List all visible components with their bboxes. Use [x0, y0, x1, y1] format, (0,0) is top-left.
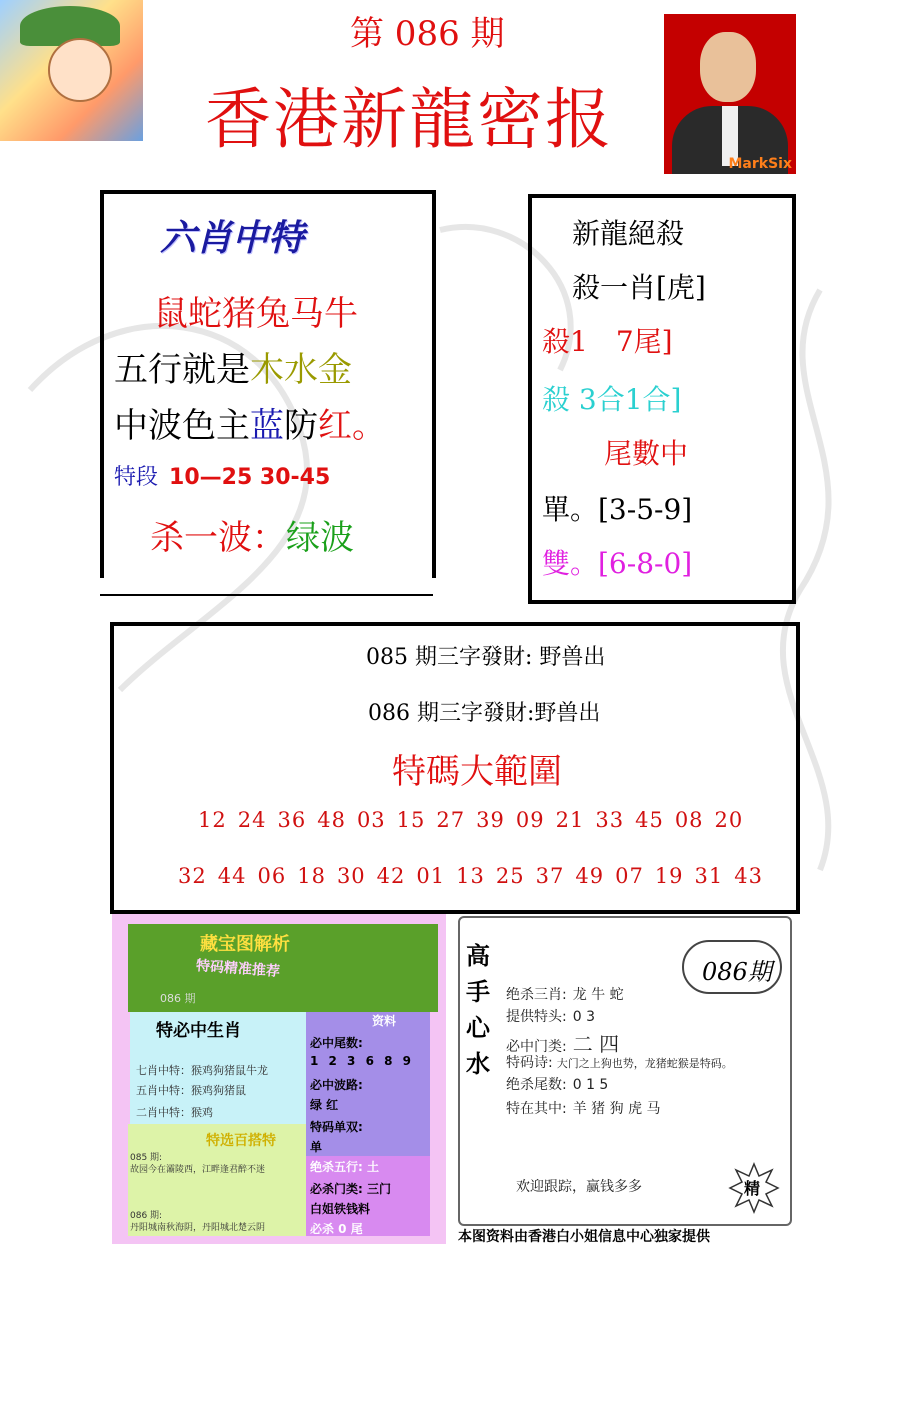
poem-085-label: 085 期:	[130, 1153, 163, 1163]
panel-banner-sub: 特码精准推荐	[195, 958, 281, 980]
r-title: 资料	[372, 1014, 397, 1028]
range-number: 27	[436, 808, 466, 832]
special-range-values: 10—25 30-45	[169, 465, 331, 490]
number-row-1	[198, 808, 754, 832]
wave-alt: 红	[318, 406, 352, 446]
kill-wave-value: 绿波	[286, 518, 354, 558]
special-range-line	[114, 460, 330, 491]
number-row-2	[178, 864, 774, 888]
five-elements-line	[114, 342, 352, 391]
range-number: 09	[515, 808, 545, 832]
two-zodiac: 二肖中特：猴鸡	[136, 1106, 213, 1119]
issue-085-line: 085 期三字發財: 野兽出	[366, 645, 606, 670]
kill-zodiac: 殺一肖[虎]	[572, 271, 706, 304]
panel-banner-title: 藏宝图解析	[200, 934, 290, 955]
wave-main: 蓝	[250, 406, 284, 446]
kill3-line	[506, 984, 624, 1004]
range-number: 15	[396, 808, 426, 832]
hot-title: 特选百搭特	[206, 1133, 276, 1149]
kill-tail-value: 0 1 5	[572, 1077, 609, 1093]
range-number: 24	[237, 808, 267, 832]
range-number: 32	[178, 864, 207, 888]
range-number: 13	[456, 864, 485, 888]
kill-tail-label: 绝杀尾数:	[506, 1077, 567, 1093]
wave-end: 。	[352, 406, 386, 446]
footer-credit: 本图资料由香港白小姐信息中心独家提供	[458, 1229, 710, 1245]
special-head-value: 0 3	[572, 1009, 595, 1025]
face-shape	[48, 38, 112, 102]
poem-line	[506, 1052, 733, 1072]
issue-086-line: 086 期三字發財:野兽出	[368, 701, 601, 726]
issue-number: 第 086 期	[350, 14, 505, 54]
r-kill-tail: 白姐铁钱料	[310, 1202, 371, 1216]
zodiac-title: 特必中生肖	[156, 1021, 241, 1041]
r-tail-values: 1 2 3 6 8 9	[310, 1054, 414, 1068]
range-number: 03	[356, 808, 386, 832]
expert-title-char: 心	[466, 1013, 490, 1042]
welcome-text: 欢迎跟踪，赢钱多多	[516, 1179, 642, 1195]
special-range-label: 特段	[114, 465, 159, 490]
star-label: 精	[744, 1179, 761, 1198]
special-head-line	[506, 1006, 595, 1026]
r-oe-value: 单	[310, 1140, 323, 1154]
dragon-kill-heading: 新龍絕殺	[572, 217, 685, 250]
range-number: 20	[714, 808, 744, 832]
range-number: 25	[495, 864, 525, 888]
cloud-issue: 086期	[702, 958, 772, 986]
expert-title-char: 手	[466, 977, 490, 1006]
wave-line	[114, 398, 386, 447]
range-number: 43	[734, 864, 764, 888]
expert-title-char: 水	[466, 1049, 490, 1078]
cartoon-image	[0, 0, 143, 141]
odd-tails: 單。[3-5-9]	[542, 493, 693, 526]
r-wave-label: 必中波路:	[310, 1078, 363, 1092]
kill-wave-line	[150, 510, 354, 559]
five-zodiac: 五肖中特：猴鸡狗猪鼠	[136, 1084, 246, 1097]
door-value: 二 四	[572, 1032, 620, 1056]
range-number: 06	[257, 864, 287, 888]
poem-086-text: 丹阳城南秋海阴，丹阳城北楚云阴	[130, 1223, 266, 1233]
portrait-brand: MarkSix	[728, 156, 792, 172]
r-tail-label: 必中尾数:	[310, 1036, 363, 1050]
seven-zodiac: 七肖中特：猴鸡狗猪鼠牛龙	[136, 1064, 268, 1077]
portrait-head	[700, 32, 756, 102]
poem-value: 大门之上狗也势，龙猪蛇猴是特码。	[556, 1057, 733, 1070]
range-number: 37	[535, 864, 565, 888]
range-number: 21	[555, 808, 585, 832]
range-number: 44	[217, 864, 247, 888]
in-value: 羊 猪 狗 虎 马	[572, 1101, 661, 1117]
range-number: 07	[615, 864, 644, 888]
r-last: 必杀 0 尾	[310, 1222, 363, 1236]
wave-mid: 防	[284, 406, 318, 446]
range-number: 08	[674, 808, 704, 832]
five-elements-values: 木水金	[250, 350, 352, 390]
range-number: 19	[654, 864, 684, 888]
range-title: 特碼大範圍	[392, 752, 562, 792]
r-kill-five: 绝杀五行: 土	[310, 1160, 379, 1174]
special-head-label: 提供特头:	[506, 1009, 567, 1025]
tail-number-heading: 尾數中	[604, 437, 689, 470]
poem-label: 特码诗:	[506, 1055, 553, 1071]
kill-tail: 殺1 7尾]	[542, 325, 673, 358]
poem-085-text: 故园今在灞陵西，江畔逢君醉不迷	[130, 1165, 266, 1175]
range-number: 36	[277, 808, 307, 832]
range-number: 30	[336, 864, 366, 888]
poem-086-label: 086 期:	[130, 1211, 163, 1221]
range-number: 39	[476, 808, 505, 832]
door-label: 必中门类:	[506, 1039, 567, 1055]
expert-vertical-title	[466, 938, 494, 1082]
kill-tail-line	[506, 1074, 608, 1094]
zodiac-list: 鼠蛇猪兔马牛	[154, 294, 358, 334]
r-kill-door: 必杀门类: 三门	[310, 1182, 391, 1196]
kill-combo: 殺 3合1合]	[542, 383, 682, 416]
six-zodiac-heading: 六肖中特	[160, 217, 305, 259]
range-number: 48	[317, 808, 346, 832]
range-number: 42	[376, 864, 406, 888]
r-oe-label: 特码单双:	[310, 1120, 363, 1134]
kill-wave-label: 杀一波：	[150, 518, 286, 558]
range-number: 45	[635, 808, 664, 832]
kill3-label: 绝杀三肖:	[506, 987, 567, 1003]
in-line	[506, 1098, 661, 1118]
panel-issue: 086 期	[160, 992, 196, 1005]
range-number: 31	[694, 864, 724, 888]
kill3-value: 龙 牛 蛇	[572, 987, 624, 1003]
page-title: 香港新龍密报	[205, 81, 613, 158]
portrait-photo	[664, 14, 796, 174]
in-label: 特在其中:	[506, 1101, 567, 1117]
range-number: 01	[416, 864, 446, 888]
five-elements-label: 五行就是	[114, 350, 250, 390]
wave-label: 中波色主	[114, 406, 250, 446]
even-tails: 雙。[6-8-0]	[542, 547, 693, 580]
range-number: 33	[595, 808, 625, 832]
expert-title-char: 高	[466, 941, 490, 970]
zodiac-box-underline	[100, 594, 433, 596]
range-number: 49	[575, 864, 605, 888]
range-number: 18	[297, 864, 326, 888]
r-wave-value: 绿 红	[310, 1098, 339, 1112]
range-number: 12	[198, 808, 227, 832]
